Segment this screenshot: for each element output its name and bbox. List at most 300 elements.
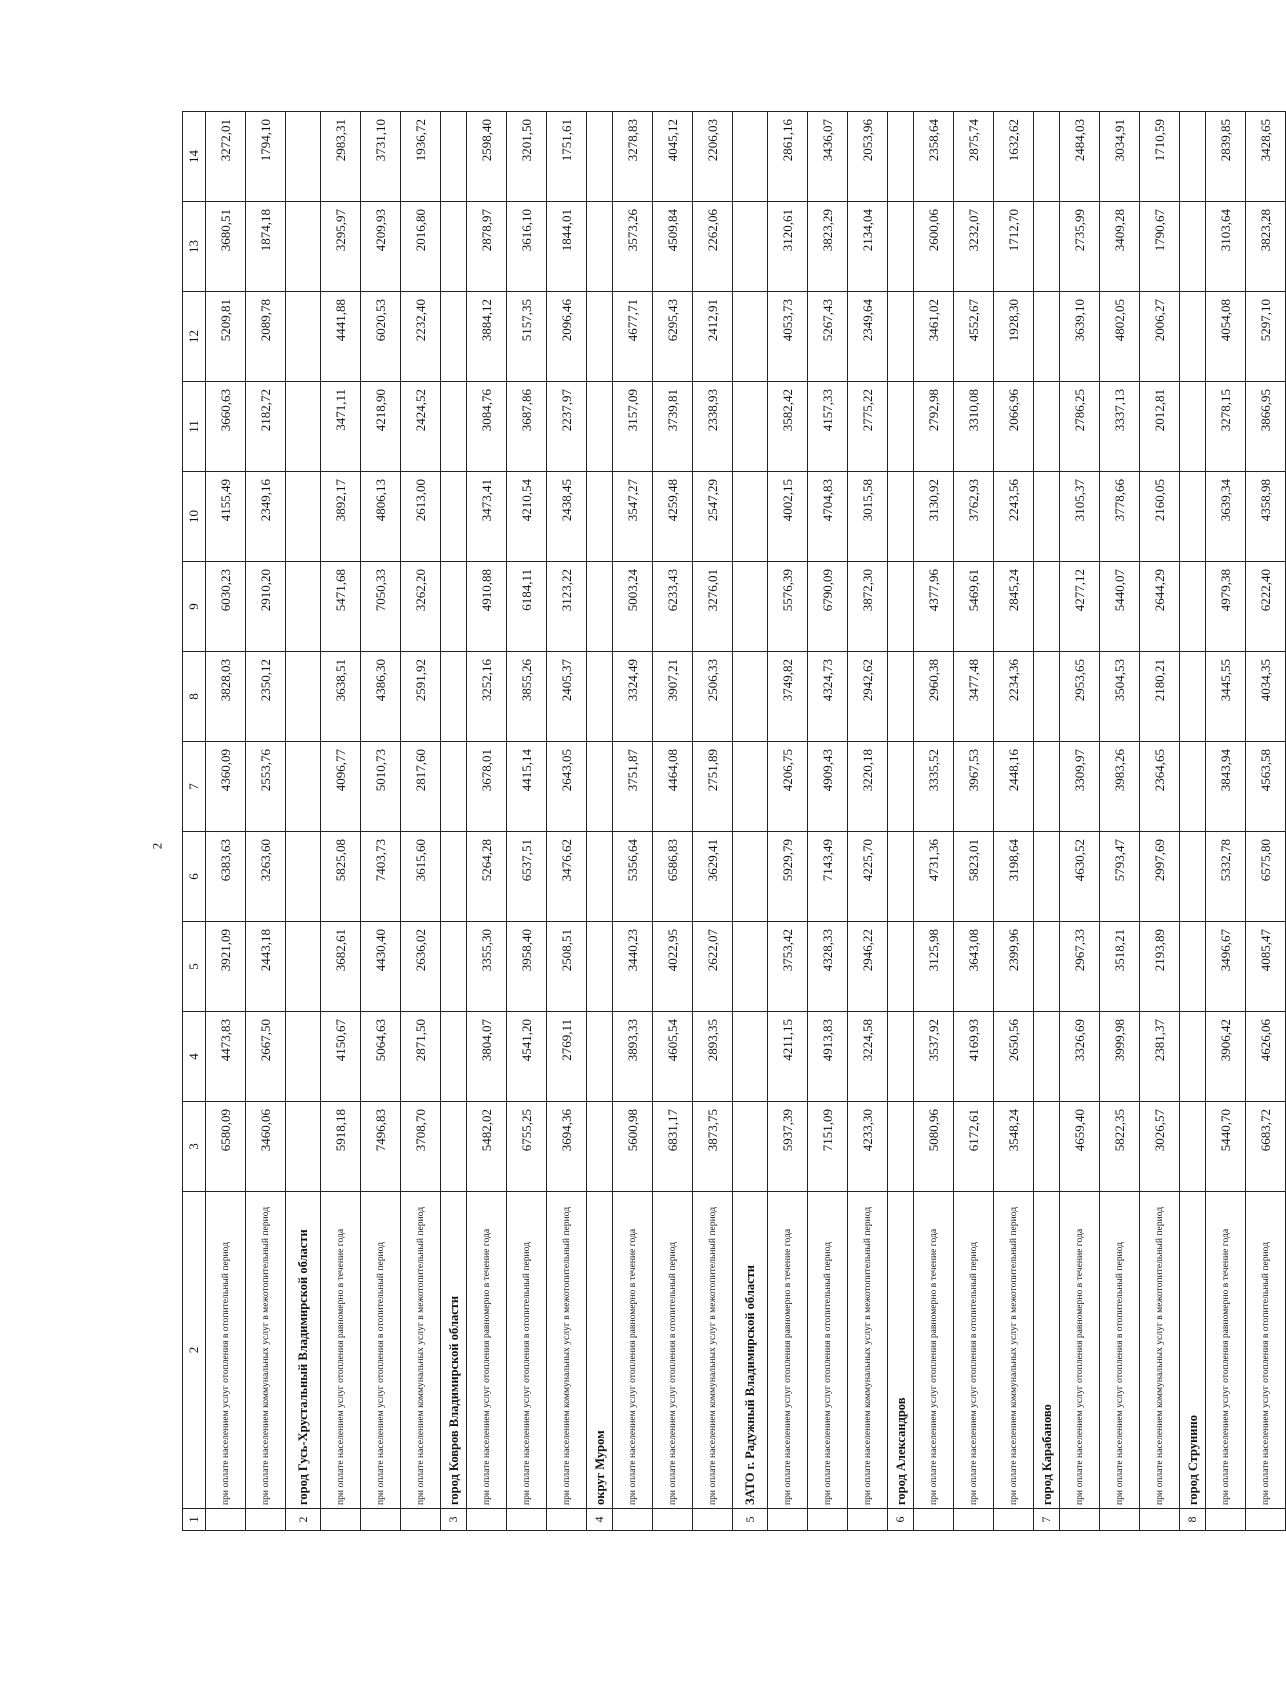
tariff-value: 6184,11 (507, 562, 547, 652)
row-index (613, 1509, 653, 1531)
empty-cell (286, 112, 321, 202)
row-index (768, 1509, 808, 1531)
empty-cell (441, 1012, 467, 1102)
tariff-value: 4358,98 (1246, 472, 1286, 562)
tariff-value: 2643,05 (547, 742, 587, 832)
tariff-value: 4360,09 (206, 742, 246, 832)
tariff-value: 3638,51 (321, 652, 361, 742)
tariff-value: 3708,70 (401, 1102, 441, 1192)
tariff-value: 2508,51 (547, 922, 587, 1012)
municipality-row (733, 112, 768, 1531)
tariff-value: 5332,78 (1206, 832, 1246, 922)
tariff-value: 4157,33 (808, 382, 848, 472)
tariff-value: 3026,57 (1140, 1102, 1180, 1192)
empty-cell (587, 922, 613, 1012)
tariff-value: 5064,63 (361, 1012, 401, 1102)
tariff-value: 5440,70 (1206, 1102, 1246, 1192)
tariff-value: 6580,09 (206, 1102, 246, 1192)
tariff-description: при оплате населением услуг отопления равномерно в течение года (467, 1192, 507, 1509)
tariff-description: при оплате населением услуг отопления равномерно в течение года (321, 1192, 361, 1509)
tariff-value: 3682,61 (321, 922, 361, 1012)
row-index (653, 1509, 693, 1531)
tariff-description: при оплате населением услуг отопления равномерно в течение года (768, 1192, 808, 1509)
tariff-value: 6683,72 (1246, 1102, 1286, 1192)
tariff-value: 6222,40 (1246, 562, 1286, 652)
tariff-value: 4806,13 (361, 472, 401, 562)
tariff-value: 4277,12 (1060, 562, 1100, 652)
tariff-value: 2053,96 (848, 112, 888, 202)
tariff-value: 2012,81 (1140, 382, 1180, 472)
tariff-value: 3310,08 (954, 382, 994, 472)
tariff-row (321, 112, 361, 1531)
empty-cell (587, 472, 613, 562)
tariff-value: 4464,08 (653, 742, 693, 832)
empty-cell (286, 742, 321, 832)
tariff-value: 3198,64 (994, 832, 1034, 922)
tariff-value: 3892,17 (321, 472, 361, 562)
tariff-value: 6575,80 (1246, 832, 1286, 922)
tariff-value: 2506,33 (693, 652, 733, 742)
empty-cell (441, 202, 467, 292)
row-index (1206, 1509, 1246, 1531)
tariff-value: 2942,62 (848, 652, 888, 742)
tariff-value: 3471,11 (321, 382, 361, 472)
empty-cell (286, 382, 321, 472)
tariff-value: 3232,07 (954, 202, 994, 292)
municipality-row (587, 112, 613, 1531)
row-index (1100, 1509, 1140, 1531)
tariff-row (914, 112, 954, 1531)
municipality-name: город Ковров Владимирской области (441, 1192, 467, 1509)
empty-cell (888, 382, 914, 472)
empty-cell (441, 562, 467, 652)
tariff-value: 2016,80 (401, 202, 441, 292)
tariff-value: 2591,92 (401, 652, 441, 742)
tariff-value: 4563,58 (1246, 742, 1286, 832)
tariff-value: 2613,00 (401, 472, 441, 562)
tariff-row (1100, 112, 1140, 1531)
tariff-value: 6790,09 (808, 562, 848, 652)
tariff-value: 4324,73 (808, 652, 848, 742)
empty-cell (1034, 472, 1060, 562)
tariff-value: 4054,08 (1206, 292, 1246, 382)
tariff-value: 3355,30 (467, 922, 507, 1012)
tariff-value: 2134,04 (848, 202, 888, 292)
tariff-value: 2775,22 (848, 382, 888, 472)
tariff-value: 6755,25 (507, 1102, 547, 1192)
empty-cell (286, 832, 321, 922)
tariff-value: 5471,68 (321, 562, 361, 652)
empty-cell (888, 562, 914, 652)
empty-cell (441, 832, 467, 922)
tariff-value: 2160,05 (1140, 472, 1180, 562)
tariff-value: 4259,48 (653, 472, 693, 562)
tariff-value: 1751,61 (547, 112, 587, 202)
tariff-value: 1632,62 (994, 112, 1034, 202)
tariff-value: 4150,67 (321, 1012, 361, 1102)
row-index: 6 (888, 1509, 914, 1531)
tariff-value: 4377,96 (914, 562, 954, 652)
tariff-value: 3884,12 (467, 292, 507, 382)
empty-cell (286, 1012, 321, 1102)
tariff-value: 5356,64 (613, 832, 653, 922)
empty-cell (587, 112, 613, 202)
tariff-value: 5937,39 (768, 1102, 808, 1192)
tariff-value: 2193,89 (1140, 922, 1180, 1012)
tariff-row (401, 112, 441, 1531)
tariff-row (206, 112, 246, 1531)
empty-cell (733, 202, 768, 292)
column-number-header: 1 (183, 1509, 206, 1531)
tariff-value: 5822,35 (1100, 1102, 1140, 1192)
empty-cell (888, 112, 914, 202)
tariff-description: при оплате населением услуг отопления в отопительный период (361, 1192, 401, 1509)
municipality-row (441, 112, 467, 1531)
row-index (1246, 1509, 1286, 1531)
tariff-description: при оплате населением услуг отопления равномерно в течение года (613, 1192, 653, 1509)
tariff-value: 5003,24 (613, 562, 653, 652)
empty-cell (1034, 832, 1060, 922)
tariff-value: 3224,58 (848, 1012, 888, 1102)
tariff-value: 4053,73 (768, 292, 808, 382)
tariff-value: 6172,61 (954, 1102, 994, 1192)
column-number-header: 4 (183, 1012, 206, 1102)
tariff-value: 3262,20 (401, 562, 441, 652)
empty-cell (441, 292, 467, 382)
tariff-value: 5297,10 (1246, 292, 1286, 382)
tariff-value: 5267,43 (808, 292, 848, 382)
tariff-value: 3866,95 (1246, 382, 1286, 472)
tariff-value: 4225,70 (848, 832, 888, 922)
column-number-header: 3 (183, 1102, 206, 1192)
tariff-description: при оплате населением услуг отопления равномерно в течение года (914, 1192, 954, 1509)
tariff-value: 3477,48 (954, 652, 994, 742)
empty-cell (1034, 382, 1060, 472)
empty-cell (441, 382, 467, 472)
tariff-value: 3326,69 (1060, 1012, 1100, 1102)
tariff-value: 2650,56 (994, 1012, 1034, 1102)
tariff-value: 7151,09 (808, 1102, 848, 1192)
tariff-value: 3409,28 (1100, 202, 1140, 292)
tariff-value: 3295,97 (321, 202, 361, 292)
row-index (206, 1509, 246, 1531)
tariff-value: 2875,74 (954, 112, 994, 202)
tariff-value: 1710,59 (1140, 112, 1180, 202)
tariff-value: 3893,33 (613, 1012, 653, 1102)
tariff-value: 3473,41 (467, 472, 507, 562)
tariff-value: 2338,93 (693, 382, 733, 472)
tariff-value: 1874,18 (246, 202, 286, 292)
empty-cell (888, 292, 914, 382)
empty-cell (733, 562, 768, 652)
tariff-value: 2786,25 (1060, 382, 1100, 472)
tariff-row (613, 112, 653, 1531)
tariff-row (768, 112, 808, 1531)
tariff-value: 2967,33 (1060, 922, 1100, 1012)
tariff-value: 3573,26 (613, 202, 653, 292)
tariff-value: 2349,64 (848, 292, 888, 382)
tariff-value: 2960,38 (914, 652, 954, 742)
empty-cell (733, 652, 768, 742)
tariff-value: 3157,09 (613, 382, 653, 472)
empty-cell (1180, 922, 1206, 1012)
column-number-header: 13 (183, 202, 206, 292)
tariff-value: 4233,30 (848, 1102, 888, 1192)
column-number-header: 5 (183, 922, 206, 1012)
tariff-value: 5825,08 (321, 832, 361, 922)
tariff-value: 2364,65 (1140, 742, 1180, 832)
tariff-value: 2350,12 (246, 652, 286, 742)
tariff-value: 3739,81 (653, 382, 693, 472)
empty-cell (888, 652, 914, 742)
tariff-value: 3906,42 (1206, 1012, 1246, 1102)
empty-cell (733, 382, 768, 472)
tariff-value: 2997,69 (1140, 832, 1180, 922)
tariff-value: 2817,60 (401, 742, 441, 832)
tariff-value: 4802,05 (1100, 292, 1140, 382)
tariff-value: 2636,02 (401, 922, 441, 1012)
empty-cell (587, 292, 613, 382)
empty-cell (286, 472, 321, 562)
empty-cell (1180, 832, 1206, 922)
tariff-description: при оплате населением услуг отопления в отопительный период (206, 1192, 246, 1509)
tariff-value: 4541,20 (507, 1012, 547, 1102)
tariff-value: 2871,50 (401, 1012, 441, 1102)
tariff-value: 4002,15 (768, 472, 808, 562)
tariff-row (1140, 112, 1180, 1531)
tariff-value: 3873,75 (693, 1102, 733, 1192)
tariff-value: 1928,30 (994, 292, 1034, 382)
tariff-value: 2484,03 (1060, 112, 1100, 202)
tariff-value: 3753,42 (768, 922, 808, 1012)
tariff-description: при оплате населением коммунальных услуг в межотопительный период (693, 1192, 733, 1509)
empty-cell (733, 112, 768, 202)
column-number-header: 11 (183, 382, 206, 472)
tariff-value: 3958,40 (507, 922, 547, 1012)
tariff-value: 4209,93 (361, 202, 401, 292)
tariff-value: 2405,37 (547, 652, 587, 742)
tariff-value: 3276,01 (693, 562, 733, 652)
tariff-description: при оплате населением коммунальных услуг в межотопительный период (848, 1192, 888, 1509)
empty-cell (733, 832, 768, 922)
tariff-value: 3643,08 (954, 922, 994, 1012)
tariff-value: 3999,98 (1100, 1012, 1140, 1102)
tariff-value: 2006,27 (1140, 292, 1180, 382)
row-index (321, 1509, 361, 1531)
tariff-value: 2878,97 (467, 202, 507, 292)
empty-cell (286, 922, 321, 1012)
row-index: 4 (587, 1509, 613, 1531)
tariff-value: 3436,07 (808, 112, 848, 202)
tariff-value: 3639,34 (1206, 472, 1246, 562)
empty-cell (441, 922, 467, 1012)
tariff-value: 3496,67 (1206, 922, 1246, 1012)
tariff-value: 2399,96 (994, 922, 1034, 1012)
tariff-value: 3731,10 (361, 112, 401, 202)
empty-cell (888, 1102, 914, 1192)
empty-cell (1180, 202, 1206, 292)
tariff-row (1060, 112, 1100, 1531)
column-number-header: 7 (183, 742, 206, 832)
empty-cell (1034, 292, 1060, 382)
tariff-row (653, 112, 693, 1531)
tariff-value: 3872,30 (848, 562, 888, 652)
tariff-value: 3804,07 (467, 1012, 507, 1102)
tariff-value: 5823,01 (954, 832, 994, 922)
tariff-value: 2735,99 (1060, 202, 1100, 292)
empty-cell (286, 562, 321, 652)
tariff-value: 4386,30 (361, 652, 401, 742)
empty-cell (441, 112, 467, 202)
empty-cell (733, 1102, 768, 1192)
tariff-value: 3547,27 (613, 472, 653, 562)
tariff-value: 5482,02 (467, 1102, 507, 1192)
tariff-row (246, 112, 286, 1531)
tariff-row (361, 112, 401, 1531)
tariff-value: 5264,28 (467, 832, 507, 922)
tariff-value: 3278,83 (613, 112, 653, 202)
tariff-value: 3263,60 (246, 832, 286, 922)
tariff-value: 3278,15 (1206, 382, 1246, 472)
column-number-header: 6 (183, 832, 206, 922)
empty-cell (441, 652, 467, 742)
tariff-value: 3582,42 (768, 382, 808, 472)
column-number-header: 14 (183, 112, 206, 202)
tariff-row (467, 112, 507, 1531)
tariff-description: при оплате населением услуг отопления в отопительный период (507, 1192, 547, 1509)
tariff-value: 3220,18 (848, 742, 888, 832)
tariff-value: 4630,52 (1060, 832, 1100, 922)
empty-cell (587, 1012, 613, 1102)
tariff-value: 2243,56 (994, 472, 1034, 562)
tariff-value: 2237,97 (547, 382, 587, 472)
tariff-value: 2089,78 (246, 292, 286, 382)
empty-cell (733, 292, 768, 382)
tariff-value: 5157,35 (507, 292, 547, 382)
empty-cell (1034, 742, 1060, 832)
empty-cell (733, 742, 768, 832)
tariff-value: 2262,06 (693, 202, 733, 292)
tariff-description: при оплате населением коммунальных услуг в межотопительный период (547, 1192, 587, 1509)
tariff-value: 3537,92 (914, 1012, 954, 1102)
tariff-value: 2983,31 (321, 112, 361, 202)
empty-cell (1034, 652, 1060, 742)
tariff-row (1246, 112, 1286, 1531)
tariff-value: 3983,26 (1100, 742, 1140, 832)
tariff-value: 3460,06 (246, 1102, 286, 1192)
empty-cell (587, 652, 613, 742)
tariff-value: 3828,03 (206, 652, 246, 742)
empty-cell (888, 1012, 914, 1102)
tariff-value: 4045,12 (653, 112, 693, 202)
tariff-value: 5080,96 (914, 1102, 954, 1192)
tariff-description: при оплате населением коммунальных услуг в межотопительный период (246, 1192, 286, 1509)
tariff-value: 2424,52 (401, 382, 441, 472)
empty-cell (1180, 562, 1206, 652)
tariff-value: 4605,54 (653, 1012, 693, 1102)
tariff-value: 2769,11 (547, 1012, 587, 1102)
tariff-value: 2096,46 (547, 292, 587, 382)
tariff-value: 3125,98 (914, 922, 954, 1012)
tariff-value: 5600,98 (613, 1102, 653, 1192)
tariff-value: 4731,36 (914, 832, 954, 922)
tariff-value: 2792,98 (914, 382, 954, 472)
tariff-value: 2448,16 (994, 742, 1034, 832)
tariff-value: 3680,51 (206, 202, 246, 292)
row-index (954, 1509, 994, 1531)
tariff-value: 6020,53 (361, 292, 401, 382)
tariff-value: 3548,24 (994, 1102, 1034, 1192)
tariff-description: при оплате населением услуг отопления в отопительный период (1246, 1192, 1286, 1509)
tariff-value: 1936,72 (401, 112, 441, 202)
tariff-row (507, 112, 547, 1531)
row-index (401, 1509, 441, 1531)
tariff-value: 7143,49 (808, 832, 848, 922)
tariff-value: 3324,49 (613, 652, 653, 742)
tariff-value: 2349,16 (246, 472, 286, 562)
tariff-value: 2910,20 (246, 562, 286, 652)
column-number-header-row (183, 112, 206, 1531)
empty-cell (1180, 292, 1206, 382)
tariff-value: 6295,43 (653, 292, 693, 382)
tariff-value: 4913,83 (808, 1012, 848, 1102)
tariff-value: 3252,16 (467, 652, 507, 742)
tariff-value: 2622,07 (693, 922, 733, 1012)
tariff-value: 3907,21 (653, 652, 693, 742)
tariff-value: 4552,67 (954, 292, 994, 382)
tariff-value: 3123,22 (547, 562, 587, 652)
tariff-value: 4677,71 (613, 292, 653, 382)
empty-cell (441, 742, 467, 832)
row-index: 2 (286, 1509, 321, 1531)
tariff-description: при оплате населением услуг отопления в отопительный период (808, 1192, 848, 1509)
empty-cell (733, 472, 768, 562)
tariff-value: 4169,93 (954, 1012, 994, 1102)
tariff-description: при оплате населением услуг отопления равномерно в течение года (1206, 1192, 1246, 1509)
tariff-value: 2861,16 (768, 112, 808, 202)
tariff-value: 1844,01 (547, 202, 587, 292)
empty-cell (1180, 382, 1206, 472)
tariff-row (1206, 112, 1246, 1531)
tariff-value: 7050,33 (361, 562, 401, 652)
tariff-value: 2598,40 (467, 112, 507, 202)
tariff-value: 3678,01 (467, 742, 507, 832)
tariff-description: при оплате населением коммунальных услуг в межотопительный период (401, 1192, 441, 1509)
tariff-value: 4085,47 (1246, 922, 1286, 1012)
municipality-row (286, 112, 321, 1531)
tariff-value: 5469,61 (954, 562, 994, 652)
tariff-value: 6537,51 (507, 832, 547, 922)
tariff-description: при оплате населением коммунальных услуг в межотопительный период (1140, 1192, 1180, 1509)
empty-cell (587, 202, 613, 292)
tariff-value: 4659,40 (1060, 1102, 1100, 1192)
row-index (507, 1509, 547, 1531)
tariff-value: 3762,93 (954, 472, 994, 562)
tariff-table-rotated (182, 111, 1273, 1531)
empty-cell (733, 922, 768, 1012)
tariff-row (994, 112, 1034, 1531)
tariff-value: 7403,73 (361, 832, 401, 922)
tariff-value: 2893,35 (693, 1012, 733, 1102)
tariff-value: 2206,03 (693, 112, 733, 202)
tariff-value: 3034,91 (1100, 112, 1140, 202)
tariff-value: 4704,83 (808, 472, 848, 562)
empty-cell (1034, 922, 1060, 1012)
tariff-value: 4910,88 (467, 562, 507, 652)
tariff-value: 4441,88 (321, 292, 361, 382)
tariff-row (547, 112, 587, 1531)
page-number: 2 (149, 842, 165, 850)
